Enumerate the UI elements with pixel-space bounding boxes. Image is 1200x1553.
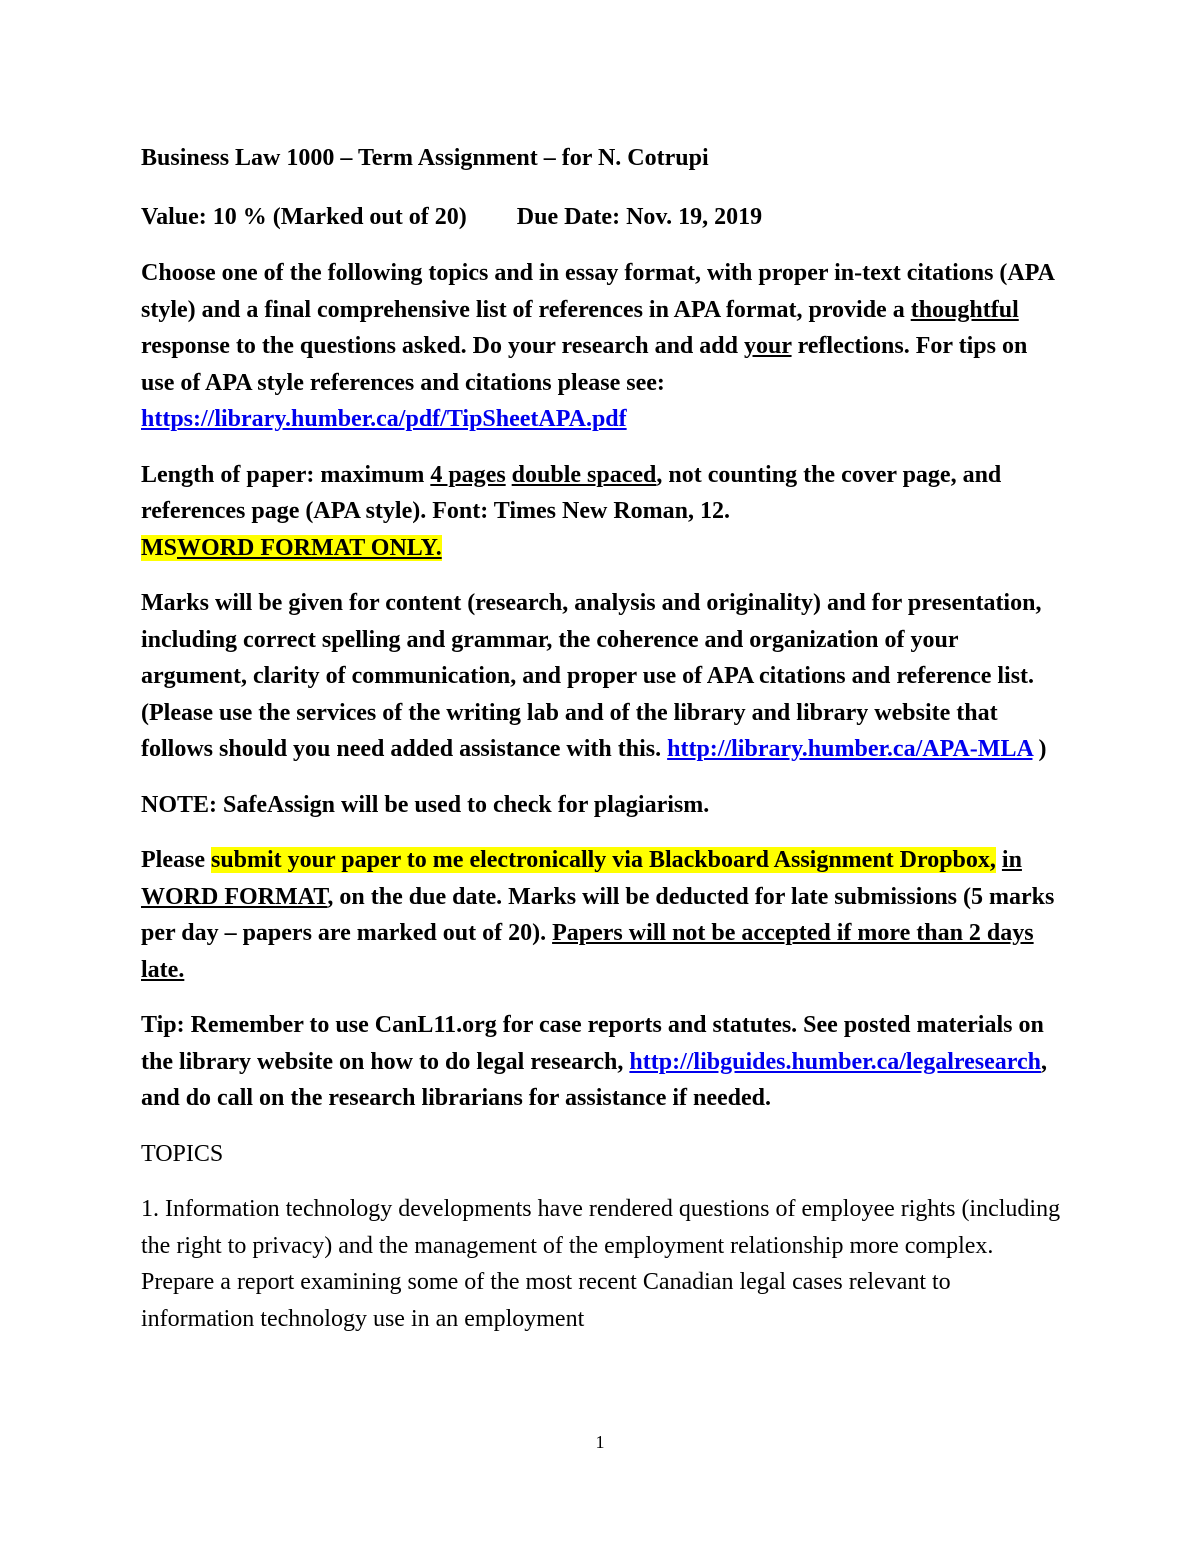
value-line [141,199,1066,236]
topic-1: 1. Information technology developments have rendered questions of employee rights (including the right to privacy) and the management of the employment relationship more complex. Prepare a report examining some of the most recent Canadian legal cases relevant to information technology use in an employment [141,1196,1061,1332]
value-text: Value: 10 % (Marked out of 20) [141,203,467,230]
due-date-text: Due Date: Nov. 19, 2019 [516,203,763,230]
word-format-underlined: WORD FORMAT ONLY. [177,534,442,561]
length-text-2: , not counting the cover page, and references page (APA style). Font: Times New Roman, 12. [141,461,1002,524]
submit-text: , on the due date. Marks will be deducted for late submissions (5 marks per day – papers are marked out of 20). [141,883,1055,946]
legal-research-link[interactable]: http://libguides.humber.ca/legalresearch [629,1048,1041,1075]
topics-heading: TOPICS [141,1140,224,1167]
tip-text-1: Tip: Remember to use CanL11.org for case reports and statutes. See posted materials on the library website on how to do legal research, [141,1012,1044,1075]
instructions-text-1: Choose one of the following topics and in essay format, with proper in-text citations (APA style) and a final comprehensive list of references in APA format, provide a [141,260,1054,323]
submit-please: Please [141,847,211,873]
your-underlined: your [743,333,792,359]
instructions-text-3: reflections. For tips on use of APA style references and citations please see: [141,333,1028,396]
apa-mla-link[interactable]: http://library.humber.ca/APA-MLA [667,736,1033,762]
apa-tipsheet-link[interactable]: https://library.humber.ca/pdf/TipSheetAPA.pdf [141,406,627,432]
submit-paragraph [141,842,1066,988]
double-spaced-underlined: double spaced [511,461,657,488]
length-text-1: Length of paper: maximum [141,461,431,488]
late-policy-underlined: Papers will not be accepted if more than 2 days late. [141,920,1034,983]
length-paragraph [141,457,1066,567]
submit-highlight: submit your paper to me electronically via Blackboard Assignment Dropbox, [210,847,996,873]
document-page [141,140,1066,1356]
instructions-paragraph [141,255,1066,438]
tip-paragraph [141,1007,1066,1117]
tip-text-2: , and do call on the research librarians for assistance if needed. [141,1048,1047,1111]
marks-paragraph [141,585,1066,768]
four-pages-underlined: 4 pages [430,461,506,488]
marks-close-paren: ) [1032,736,1047,762]
document-title: Business Law 1000 – Term Assignment – for N. Cotrupi [141,145,709,171]
page-number: 1 [595,1432,605,1452]
instructions-text-2: response to the questions asked. Do your research and add [141,333,744,359]
word-format-underlined-2: in WORD FORMAT [141,847,1022,910]
thoughtful-underlined: thoughtful [910,296,1019,323]
marks-text: Marks will be given for content (research, analysis and originality) and for presentation, including correct spelling and grammar, the coherence and organization of your argument, clarity of communication, and proper use of APA citations and reference list. (Please use the services of the writing lab and of the library and library website that follows should you need added assistance with this. [141,590,1042,762]
msword-format-highlight [141,535,442,561]
safeassign-note: NOTE: SafeAssign will be used to check for plagiarism. [141,791,710,818]
ms-text: MS [141,534,177,561]
